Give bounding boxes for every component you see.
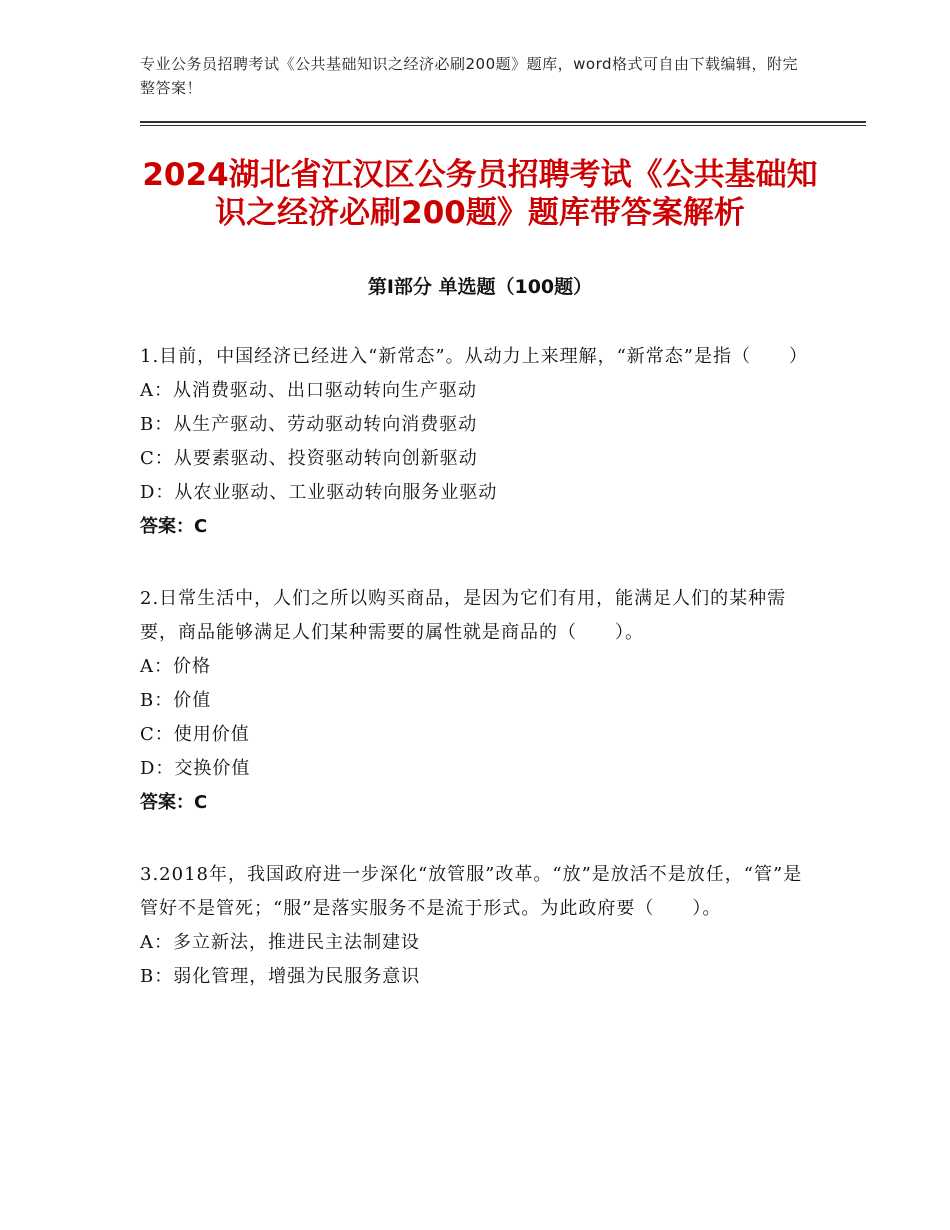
option-d: D：从农业驱动、工业驱动转向服务业驱动 xyxy=(140,482,498,503)
option-c: C：从要素驱动、投资驱动转向创新驱动 xyxy=(140,448,478,469)
question-text: 3.2018年，我国政府进一步深化“放管服”改革。“放”是放活不是放任，“管”是管好不是管死；“服”是落实服务不是流于形式。为此政府要（ ）。 xyxy=(140,864,803,919)
header-divider-thin xyxy=(140,125,866,126)
answer: 答案：C xyxy=(140,516,208,537)
header-divider-thick xyxy=(140,121,866,123)
header-note: 专业公务员招聘考试《公共基础知识之经济必刷200题》题库，word格式可自由下载编辑，附完整答案！ xyxy=(140,55,799,97)
document-title: 2024湖北省江汉区公务员招聘考试《公共基础知识之经济必刷200题》题库带答案解析 xyxy=(142,157,818,231)
answer: 答案：C xyxy=(140,792,208,813)
option-a: A：从消费驱动、出口驱动转向生产驱动 xyxy=(140,380,477,401)
option-b: B：弱化管理，增强为民服务意识 xyxy=(140,966,421,987)
option-b: B：从生产驱动、劳动驱动转向消费驱动 xyxy=(140,414,478,435)
option-d: D：交换价值 xyxy=(140,758,251,779)
question-list xyxy=(140,340,808,1032)
question-2 xyxy=(140,582,805,820)
option-a: A：价格 xyxy=(140,656,211,677)
option-b: B：价值 xyxy=(140,690,212,711)
question-3 xyxy=(140,858,805,994)
option-c: C：使用价值 xyxy=(140,724,250,745)
option-a: A：多立新法，推进民主法制建设 xyxy=(140,932,420,953)
section-title: 第Ⅰ部分 单选题（100题） xyxy=(367,276,593,298)
question-text: 1.目前，中国经济已经进入“新常态”。从动力上来理解，“新常态”是指（ ） xyxy=(140,346,808,367)
question-text: 2.日常生活中，人们之所以购买商品，是因为它们有用，能满足人们的某种需要，商品能够满足人们某种需要的属性就是商品的（ ）。 xyxy=(140,588,787,643)
question-1 xyxy=(140,340,808,544)
